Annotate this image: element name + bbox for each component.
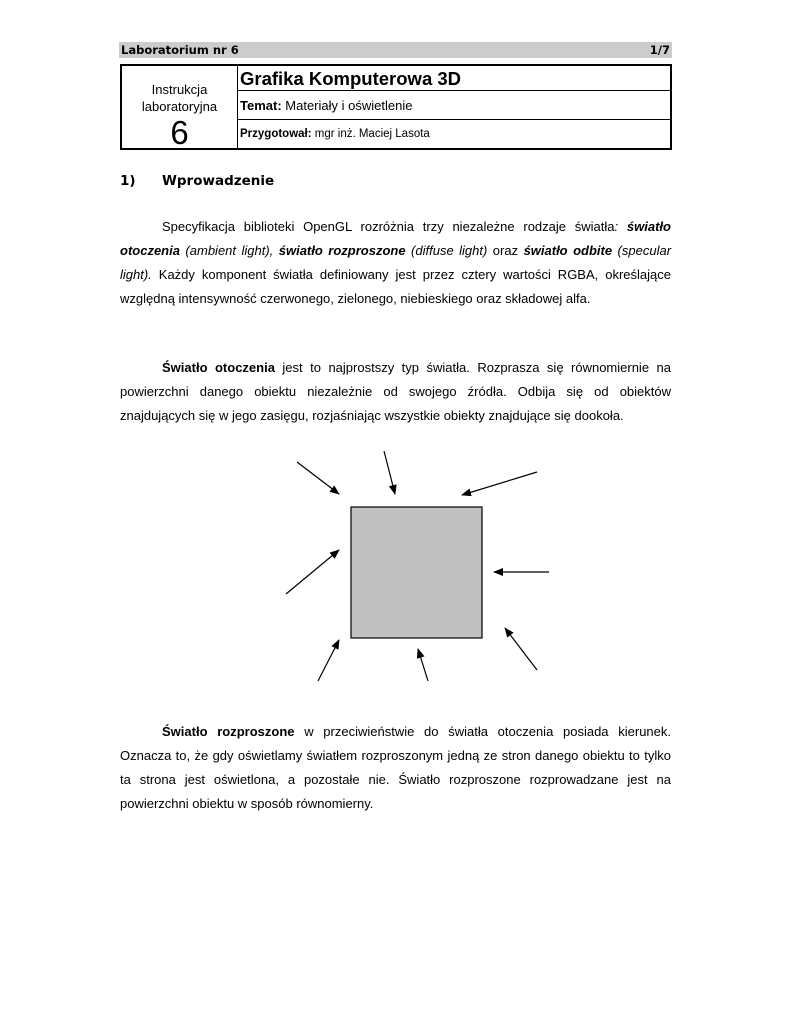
author-value: mgr inż. Maciej Lasota — [314, 128, 430, 140]
section-number: 1) — [120, 173, 136, 189]
instruction-label: Instrukcja laboratoryjna — [141, 82, 218, 114]
paragraph-diffuse-light: Światło rozproszone w przeciwieństwie do światła otoczenia posiada kierunek. Oznacza to, że gdy oświetlamy światłem rozproszonym jedną ze stron danego obiektu to tylko ta strona jest oświetlona, a pozostałe nie. Światło rozproszone rozprowadzane jest na powierzchni obiektu w sposób równomierny. — [120, 724, 671, 811]
header-page-number: 1/7 — [649, 43, 670, 57]
section-title: Wprowadzenie — [162, 173, 275, 189]
author-label: Przygotował: — [240, 128, 312, 140]
header-lab-title: Laboratorium nr 6 — [121, 43, 239, 57]
light-arrow-bottom-left — [318, 640, 339, 681]
lab-number: 6 — [170, 114, 189, 151]
light-arrow-left — [286, 550, 339, 594]
topic-value: Materiały i oświetlenie — [285, 98, 413, 113]
lit-object-square — [351, 507, 482, 638]
course-title: Grafika Komputerowa 3D — [238, 66, 670, 91]
light-arrow-bottom — [418, 649, 428, 681]
topic-label: Temat: — [240, 98, 282, 113]
light-arrow-bottom-right — [505, 628, 537, 670]
paragraph-light-types: Specyfikacja biblioteki OpenGL rozróżnia trzy niezależne rodzaje światła: światło otoczenia (ambient light), światło rozproszone (diffuse light) oraz światło odbite (specular light). Każdy komponent światła definiowany jest przez cztery wartości RGBA, określające względną intensywność czerwonego, zielonego, niebieskiego oraz składowej alfa. — [120, 219, 672, 306]
light-arrow-top-right — [462, 472, 537, 495]
paragraph-ambient-light: Światło otoczenia jest to najprostszy typ światła. Rozprasza się równomiernie na powierzchni danego obiektu niezależnie od swojego źródła. Odbija się od obiektów znajdujących się w jego zasięgu, rozjaśniając wszystkie obiekty znajdujące się dookoła. — [120, 360, 671, 423]
light-arrow-top — [384, 451, 395, 494]
light-arrow-top-left — [297, 462, 339, 494]
